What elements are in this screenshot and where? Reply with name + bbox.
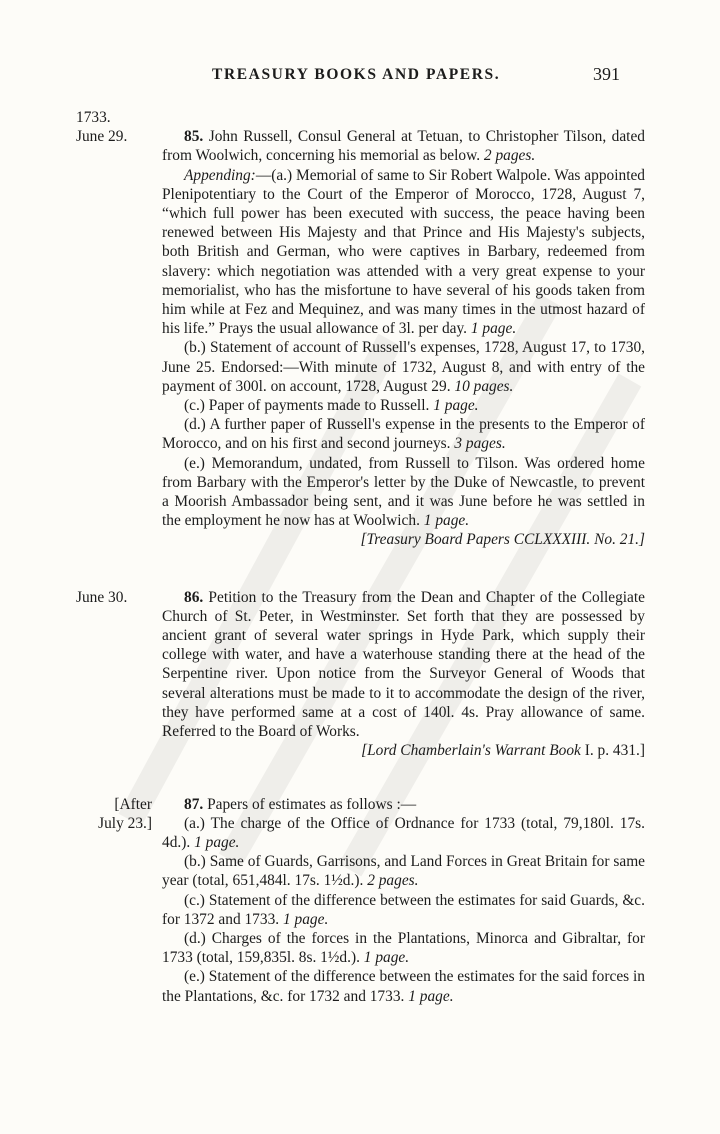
entry-number: 85. [184,128,204,146]
paragraph-text: (d.) Charges of the forces in the Plantations, Minorca and Gibraltar, for 1733 (total, 159,835l. 8s. 1½d.). [162,929,645,967]
page-count: 1 page. [194,833,240,851]
paragraph-text: (d.) A further paper of Russell's expense in the presents to the Emperor of Morocco, and on his first and second journeys. [162,416,645,453]
page-count: 1 page. [282,910,329,928]
page-number: 391 [593,64,620,84]
appendix-paragraph [162,396,645,415]
paragraph-text: (e.) Statement of the difference between the estimates for the said forces in the Plantations, &c. for 1732 and 1733. [162,968,645,1005]
estimate-paragraph [162,929,645,967]
entry-lead-text: Papers of estimates as follows :— [203,795,417,813]
estimate-paragraph [162,852,645,890]
year-heading: 1733. [76,109,111,126]
page-count: 2 pages. [367,872,419,890]
estimate-paragraph [162,967,645,1005]
entry-body [162,588,645,761]
paragraph-text: (b.) Statement of account of Russell's expenses, 1728, August 17, to 1730, June 25. Endorsed:—With minute of 1732, August 8, and with entry of the payment of 300l. on account, 1728, August 29. [162,339,645,395]
estimate-paragraph [162,891,645,929]
paragraph-text: (a.) The charge of the Office of Ordnance for 1733 (total, 79,180l. 17s. 4d.). [162,814,645,851]
source-citation: [Treasury Board Papers CCLXXXIII. No. 21.] [360,531,645,549]
entry-date-line: [After [114,795,152,813]
entry-number: 86. [184,588,204,606]
entry-body [162,127,645,549]
page-count: 2 pages. [483,147,536,165]
page-count: 3 pages. [454,435,506,453]
entry-85 [0,127,720,549]
page-header [0,66,720,90]
entry-lead-text: Petition to the Treasury from the Dean and Chapter of the Collegiate Church of St. Peter, in Westminster. Set forth that they are possessed by ancient grant of several water springs in Hyde Park, which supply their college with water, and have a waterhouse standing there at the head of the Serpentine river. Upon notice from the Surveyor General of Woods that several alterations must be made to it to accommodate the design of the river, they have performed same at a cost of 140l. 4s. Pray allowance of same. Referred to the Board of Works. [162,588,645,741]
page-count: 10 pages. [454,377,514,395]
appendix-paragraph [162,338,645,396]
entry-date: June 30. [76,588,128,606]
entry-lead-text: John Russell, Consul General at Tetuan, to Christopher Tilson, dated from Woolwich, concerning his memorial as below. [162,128,645,165]
entry-87 [0,795,720,1006]
paragraph-text: (b.) Same of Guards, Garrisons, and Land Forces in Great Britain for same year (total, 651,484l. 17s. 1½d.). [162,853,645,890]
page-count: 1 page. [363,949,410,967]
paragraph-text: (c.) Paper of payments made to Russell. [184,397,430,415]
page-count: 1 page. [423,512,470,530]
page-count: 1 page. [433,397,479,415]
appendix-paragraph [162,166,645,339]
paragraph-text: (c.) Statement of the difference between the estimates for said Guards, &c. for 1372 and 1733. [162,891,645,928]
paragraph-text: (e.) Memorandum, undated, from Russell to Tilson. Was ordered home from Barbary with the Emperor's letter by the Duke of Newcastle, to prevent a Moorish Ambassador being sent, and it was June before he was settled in the employment he now has at Woolwich. [162,454,645,530]
entry-lead-paragraph [162,127,645,165]
entry-lead-paragraph [162,588,645,742]
appending-label: Appending: [184,166,256,184]
entry-date-line: July 23.] [98,814,152,832]
running-head: TREASURY BOOKS AND PAPERS. [212,66,501,83]
entry-number: 87. [184,795,204,813]
entry-body [162,795,645,1006]
citation-title: [Lord Chamberlain's Warrant Book [361,742,581,760]
citation-reference: I. p. 431.] [580,742,645,760]
page-count: 1 page. [408,987,454,1005]
estimate-paragraph [162,814,645,852]
page-content [0,108,720,1006]
paragraph-text: —(a.) Memorial of same to Sir Robert Walpole. Was appointed Plenipotentiary to the Court of the Emperor of Morocco, 1728, August 7, “which full power has been executed with success, the peace having been renewed between His Majesty and that Prince and His Majesty's subjects, both British and German, who were captives in Barbary, redeemed from slavery: which negotiation was attended with a very great expense to your memorialist, who has the misfortune to have several of his goods taken from him while at Fez and Mequinez, and was many times in the utmost hazard of his life.” Prays the usual allowance of 3l. per day. [162,166,645,338]
entry-lead-paragraph [162,795,645,814]
page-count: 1 page. [470,320,517,338]
appendix-paragraph [162,415,645,453]
appendix-paragraph [162,454,645,531]
entry-date [76,795,152,833]
entry-86 [0,588,720,761]
source-citation [162,741,645,760]
entry-date: June 29. [76,128,128,146]
